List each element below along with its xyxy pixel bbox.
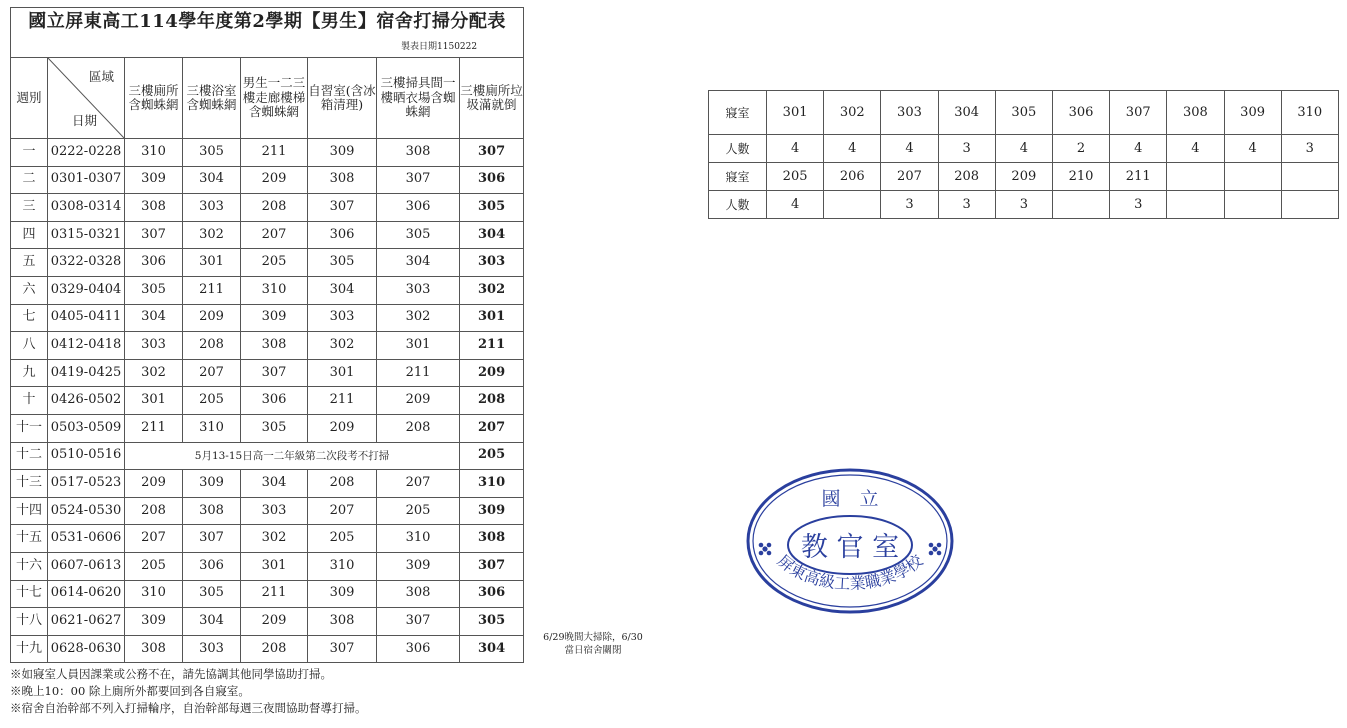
- room-label: 寢室: [709, 91, 767, 135]
- room-number-cell: 305: [995, 91, 1052, 135]
- header-col2: 三樓浴室含蜘蛛網: [183, 58, 241, 139]
- room-cell: 307: [377, 608, 460, 636]
- schedule-body: [11, 139, 524, 663]
- schedule-row: [11, 332, 524, 360]
- room-cell: 301: [125, 387, 183, 415]
- schedule-row: [11, 470, 524, 498]
- week-cell: 十五: [11, 525, 48, 553]
- room-number-cell: [1281, 163, 1338, 191]
- room-cell: 208: [377, 414, 460, 442]
- schedule-row: [11, 525, 524, 553]
- room-number-cell: 211: [1110, 163, 1167, 191]
- room-cell: 209: [241, 166, 308, 194]
- schedule-row: [11, 194, 524, 222]
- room-cell: 304: [377, 249, 460, 277]
- room-cell: 306: [183, 552, 241, 580]
- room-cell: 306: [308, 221, 377, 249]
- schedule-row: [11, 414, 524, 442]
- week-cell: 六: [11, 276, 48, 304]
- room-cell: 309: [241, 304, 308, 332]
- trash-room-cell: 309: [460, 497, 524, 525]
- room-cell: 305: [125, 276, 183, 304]
- room-cell: 306: [125, 249, 183, 277]
- header-col1: 三樓廁所含蜘蛛網: [125, 58, 183, 139]
- room-cell: 301: [377, 332, 460, 360]
- room-cell: 306: [377, 635, 460, 663]
- schedule-row: [11, 276, 524, 304]
- occupant-count-cell: 4: [824, 135, 881, 163]
- room-cell: 209: [377, 387, 460, 415]
- floor2-room-row: [709, 163, 1339, 191]
- header-col6: 三樓廁所垃圾滿就倒: [460, 58, 524, 139]
- room-cell: 302: [308, 332, 377, 360]
- trash-room-cell: 209: [460, 359, 524, 387]
- room-cell: 209: [308, 414, 377, 442]
- week-cell: 十七: [11, 580, 48, 608]
- date-cell: 0531-0606: [48, 525, 125, 553]
- trash-room-cell: 310: [460, 470, 524, 498]
- trash-room-cell: 306: [460, 580, 524, 608]
- occupant-count-cell: 3: [995, 191, 1052, 219]
- date-cell: 0510-0516: [48, 442, 125, 470]
- occupant-count-cell: 4: [767, 191, 824, 219]
- room-cell: 308: [125, 194, 183, 222]
- date-cell: 0503-0509: [48, 414, 125, 442]
- trash-room-cell: 307: [460, 139, 524, 167]
- occupant-count-cell: [1281, 191, 1338, 219]
- date-cell: 0419-0425: [48, 359, 125, 387]
- trash-room-cell: 308: [460, 525, 524, 553]
- trash-room-cell: 306: [460, 166, 524, 194]
- room-cell: 211: [308, 387, 377, 415]
- room-cell: 304: [241, 470, 308, 498]
- room-number-cell: 303: [881, 91, 938, 135]
- room-cell: 302: [377, 304, 460, 332]
- header-week: 週別: [11, 58, 48, 139]
- schedule-row: [11, 359, 524, 387]
- room-cell: 301: [308, 359, 377, 387]
- room-cell: 307: [241, 359, 308, 387]
- schedule-row: [11, 497, 524, 525]
- occupant-count-cell: 3: [881, 191, 938, 219]
- occupant-count-cell: 3: [938, 191, 995, 219]
- occupant-count-cell: 2: [1052, 135, 1109, 163]
- schedule-row: [11, 442, 524, 470]
- room-cell: 208: [241, 635, 308, 663]
- room-cell: 304: [183, 608, 241, 636]
- schedule-row: [11, 608, 524, 636]
- occupant-count-cell: 4: [1167, 135, 1224, 163]
- occupant-count-cell: 4: [767, 135, 824, 163]
- stamp-bottom-path: 屏東高級工業職業學校: [773, 550, 927, 594]
- room-number-cell: [1167, 163, 1224, 191]
- room-cell: 207: [241, 221, 308, 249]
- room-cell: 305: [377, 221, 460, 249]
- room-number-cell: 207: [881, 163, 938, 191]
- date-cell: 0426-0502: [48, 387, 125, 415]
- header-date: 日期: [72, 112, 98, 128]
- date-cell: 0405-0411: [48, 304, 125, 332]
- cleaning-schedule-table: [10, 7, 524, 663]
- room-cell: 307: [308, 635, 377, 663]
- room-number-cell: 210: [1052, 163, 1109, 191]
- room-cell: 304: [308, 276, 377, 304]
- room-number-cell: 302: [824, 91, 881, 135]
- room-cell: 308: [125, 635, 183, 663]
- header-col5: 三樓掃具間一樓晒衣場含蜘蛛網: [377, 58, 460, 139]
- week-cell: 十一: [11, 414, 48, 442]
- occupant-count-cell: 4: [1110, 135, 1167, 163]
- room-cell: 301: [241, 552, 308, 580]
- room-cell: 303: [183, 194, 241, 222]
- room-cell: 305: [183, 139, 241, 167]
- date-cell: 0412-0418: [48, 332, 125, 360]
- room-cell: 310: [308, 552, 377, 580]
- occupant-count-cell: 4: [995, 135, 1052, 163]
- official-stamp: [745, 467, 955, 615]
- occupant-count-cell: 4: [1224, 135, 1281, 163]
- room-cell: 301: [183, 249, 241, 277]
- footnote: ※晚上10：00 除上廁所外都要回到各自寢室。: [10, 684, 250, 698]
- occupant-count-cell: [1052, 191, 1109, 219]
- week-cell: 十二: [11, 442, 48, 470]
- room-cell: 209: [125, 470, 183, 498]
- room-cell: 207: [308, 497, 377, 525]
- count-label: 人數: [709, 191, 767, 219]
- count-label: 人數: [709, 135, 767, 163]
- date-cell: 0517-0523: [48, 470, 125, 498]
- schedule-row: [11, 635, 524, 663]
- side-note: [523, 632, 663, 658]
- schedule-row: [11, 304, 524, 332]
- room-cell: 309: [183, 470, 241, 498]
- room-cell: 305: [241, 414, 308, 442]
- room-cell: 207: [377, 470, 460, 498]
- date-cell: 0621-0627: [48, 608, 125, 636]
- trash-room-cell: 303: [460, 249, 524, 277]
- trash-room-cell: 301: [460, 304, 524, 332]
- room-cell: 208: [241, 194, 308, 222]
- room-cell: 211: [241, 139, 308, 167]
- room-cell: 310: [125, 139, 183, 167]
- room-cell: 310: [241, 276, 308, 304]
- schedule-title: 國立屏東高工114學年度第2學期【男生】宿舍打掃分配表: [11, 8, 524, 38]
- footnote: ※宿舍自治幹部不列入打掃輪序，自治幹部每週三夜間協助督導打掃。: [10, 701, 367, 715]
- occupant-count-cell: [824, 191, 881, 219]
- room-cell: 306: [241, 387, 308, 415]
- flower-icon: [759, 543, 772, 556]
- header-area: 區域: [88, 69, 114, 84]
- made-date: 製表日期1150222: [11, 37, 524, 58]
- room-cell: 211: [241, 580, 308, 608]
- room-cell: 308: [377, 139, 460, 167]
- date-cell: 0329-0404: [48, 276, 125, 304]
- room-cell: 305: [308, 249, 377, 277]
- flower-icon: [929, 543, 942, 556]
- room-number-cell: 304: [938, 91, 995, 135]
- room-cell: 308: [308, 166, 377, 194]
- occupant-count-cell: [1224, 191, 1281, 219]
- week-cell: 三: [11, 194, 48, 222]
- date-cell: 0308-0314: [48, 194, 125, 222]
- week-cell: 十九: [11, 635, 48, 663]
- room-cell: 302: [241, 525, 308, 553]
- room-cell: 205: [377, 497, 460, 525]
- schedule-row: [11, 552, 524, 580]
- date-cell: 0607-0613: [48, 552, 125, 580]
- room-cell: 307: [125, 221, 183, 249]
- room-cell: 310: [183, 414, 241, 442]
- room-cell: 208: [125, 497, 183, 525]
- header-area-date: [48, 58, 125, 139]
- week-cell: 九: [11, 359, 48, 387]
- date-cell: 0222-0228: [48, 139, 125, 167]
- room-cell: 205: [241, 249, 308, 277]
- side-note-line: 當日宿舍關閉: [564, 644, 622, 656]
- room-number-cell: 209: [995, 163, 1052, 191]
- schedule-row: [11, 166, 524, 194]
- footnotes: [10, 666, 367, 717]
- header-col3: 男生一二三樓走廊樓梯含蜘蛛網: [241, 58, 308, 139]
- room-cell: 205: [308, 525, 377, 553]
- room-cell: 303: [183, 635, 241, 663]
- trash-room-cell: 305: [460, 608, 524, 636]
- week-cell: 十六: [11, 552, 48, 580]
- header-row: [11, 58, 524, 139]
- room-cell: 307: [377, 166, 460, 194]
- room-cell: 303: [125, 332, 183, 360]
- header-col4: 自習室(含冰箱清理): [308, 58, 377, 139]
- room-label: 寢室: [709, 163, 767, 191]
- date-cell: 0315-0321: [48, 221, 125, 249]
- trash-room-cell: 304: [460, 635, 524, 663]
- trash-room-cell: 208: [460, 387, 524, 415]
- room-cell: 302: [183, 221, 241, 249]
- occupant-count-cell: 3: [1281, 135, 1338, 163]
- room-number-cell: 208: [938, 163, 995, 191]
- schedule-row: [11, 387, 524, 415]
- room-cell: 302: [125, 359, 183, 387]
- room-cell: 209: [183, 304, 241, 332]
- date-cell: 0301-0307: [48, 166, 125, 194]
- occupant-count-cell: 4: [881, 135, 938, 163]
- room-cell: 309: [377, 552, 460, 580]
- room-cell: 303: [241, 497, 308, 525]
- schedule-row: [11, 139, 524, 167]
- occupant-count-cell: 3: [938, 135, 995, 163]
- room-cell: 207: [125, 525, 183, 553]
- week-cell: 十: [11, 387, 48, 415]
- room-cell: 308: [308, 608, 377, 636]
- trash-room-cell: 205: [460, 442, 524, 470]
- week-cell: 十四: [11, 497, 48, 525]
- room-cell: 309: [308, 139, 377, 167]
- room-cell: 205: [125, 552, 183, 580]
- room-number-cell: 205: [767, 163, 824, 191]
- date-cell: 0614-0620: [48, 580, 125, 608]
- floor2-count-row: [709, 191, 1339, 219]
- week-cell: 五: [11, 249, 48, 277]
- week-cell: 十八: [11, 608, 48, 636]
- week-cell: 一: [11, 139, 48, 167]
- trash-room-cell: 302: [460, 276, 524, 304]
- footnote: ※如寢室人員因課業或公務不在，請先協調其他同學協助打掃。: [10, 667, 332, 681]
- room-cell: 211: [183, 276, 241, 304]
- room-cell: 305: [183, 580, 241, 608]
- schedule-row: [11, 580, 524, 608]
- room-cell: 304: [125, 304, 183, 332]
- room-cell: 307: [183, 525, 241, 553]
- occupant-count-cell: 3: [1110, 191, 1167, 219]
- room-cell: 208: [183, 332, 241, 360]
- date-cell: 0322-0328: [48, 249, 125, 277]
- trash-room-cell: 304: [460, 221, 524, 249]
- trash-room-cell: 207: [460, 414, 524, 442]
- room-cell: 310: [125, 580, 183, 608]
- room-cell: 308: [241, 332, 308, 360]
- room-number-cell: 306: [1052, 91, 1109, 135]
- week-cell: 七: [11, 304, 48, 332]
- room-cell: 303: [377, 276, 460, 304]
- room-cell: 208: [308, 470, 377, 498]
- room-cell: 310: [377, 525, 460, 553]
- trash-room-cell: 211: [460, 332, 524, 360]
- week-cell: 二: [11, 166, 48, 194]
- room-cell: 207: [183, 359, 241, 387]
- room-number-cell: 310: [1281, 91, 1338, 135]
- floor3-count-row: [709, 135, 1339, 163]
- schedule-row: [11, 249, 524, 277]
- room-cell: 211: [377, 359, 460, 387]
- floor3-room-row: [709, 91, 1339, 135]
- room-cell: 308: [183, 497, 241, 525]
- occupant-count-cell: [1167, 191, 1224, 219]
- room-number-cell: 309: [1224, 91, 1281, 135]
- room-cell: 307: [308, 194, 377, 222]
- week-cell: 四: [11, 221, 48, 249]
- schedule-row: [11, 221, 524, 249]
- side-note-line: 6/29晚間大掃除，6/30: [543, 632, 643, 643]
- room-cell: 306: [377, 194, 460, 222]
- room-cell: 309: [125, 608, 183, 636]
- trash-room-cell: 305: [460, 194, 524, 222]
- room-occupancy-table: [708, 90, 1339, 219]
- date-cell: 0524-0530: [48, 497, 125, 525]
- stamp-center-text: 教 官 室: [800, 532, 900, 563]
- stamp-top-text: 國 立: [821, 488, 879, 510]
- room-number-cell: 206: [824, 163, 881, 191]
- room-cell: 209: [241, 608, 308, 636]
- room-cell: 303: [308, 304, 377, 332]
- room-cell: 309: [125, 166, 183, 194]
- room-cell: 211: [125, 414, 183, 442]
- room-cell: 304: [183, 166, 241, 194]
- trash-room-cell: 307: [460, 552, 524, 580]
- room-number-cell: [1224, 163, 1281, 191]
- room-number-cell: 307: [1110, 91, 1167, 135]
- room-number-cell: 308: [1167, 91, 1224, 135]
- week-cell: 十三: [11, 470, 48, 498]
- date-cell: 0628-0630: [48, 635, 125, 663]
- room-number-cell: 301: [767, 91, 824, 135]
- exam-note-cell: 5月13-15日高一二年級第二次段考不打掃: [125, 442, 460, 470]
- room-cell: 205: [183, 387, 241, 415]
- room-cell: 308: [377, 580, 460, 608]
- room-cell: 309: [308, 580, 377, 608]
- week-cell: 八: [11, 332, 48, 360]
